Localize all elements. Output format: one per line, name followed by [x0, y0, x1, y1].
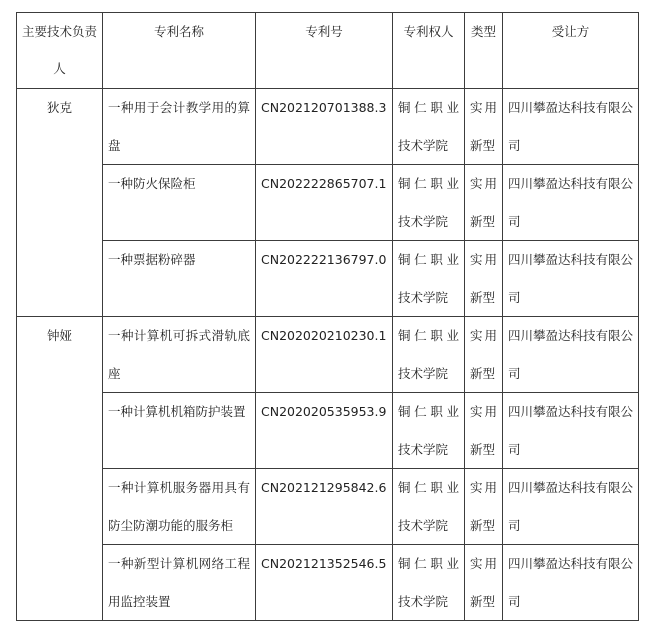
patent-owner-cell: 铜仁职业技术学院 — [393, 241, 465, 317]
header-name: 专利名称 — [103, 13, 256, 89]
table-row — [17, 469, 639, 545]
patent-type-cell: 实用新型 — [465, 89, 503, 165]
table-row — [17, 393, 639, 469]
table-row — [17, 317, 639, 393]
patent-number-cell: CN202222136797.0 — [256, 241, 393, 317]
table-row — [17, 545, 639, 621]
lead-cell: 狄克 — [17, 89, 103, 317]
patent-type-cell: 实用新型 — [465, 165, 503, 241]
patent-number-cell: CN202020210230.1 — [256, 317, 393, 393]
patent-name-cell: 一种防火保险柜 — [103, 165, 256, 241]
table-row — [17, 165, 639, 241]
patent-number-cell: CN202020535953.9 — [256, 393, 393, 469]
patent-number-cell: CN202121295842.6 — [256, 469, 393, 545]
patent-type-cell: 实用新型 — [465, 317, 503, 393]
assignee-cell: 四川攀盈达科技有限公司 — [503, 545, 639, 621]
assignee-cell: 四川攀盈达科技有限公司 — [503, 241, 639, 317]
assignee-cell: 四川攀盈达科技有限公司 — [503, 393, 639, 469]
header-lead: 主要技术负责人 — [17, 13, 103, 89]
patent-owner-cell: 铜仁职业技术学院 — [393, 89, 465, 165]
table-row — [17, 241, 639, 317]
assignee-cell: 四川攀盈达科技有限公司 — [503, 469, 639, 545]
header-number: 专利号 — [256, 13, 393, 89]
patent-name-cell: 一种新型计算机网络工程用监控装置 — [103, 545, 256, 621]
header-row — [17, 13, 639, 89]
header-owner: 专利权人 — [393, 13, 465, 89]
patent-owner-cell: 铜仁职业技术学院 — [393, 317, 465, 393]
patent-owner-cell: 铜仁职业技术学院 — [393, 165, 465, 241]
assignee-cell: 四川攀盈达科技有限公司 — [503, 165, 639, 241]
header-type: 类型 — [465, 13, 503, 89]
patent-name-cell: 一种计算机机箱防护装置 — [103, 393, 256, 469]
assignee-cell: 四川攀盈达科技有限公司 — [503, 317, 639, 393]
assignee-cell: 四川攀盈达科技有限公司 — [503, 89, 639, 165]
patent-table — [16, 12, 639, 621]
table-row — [17, 89, 639, 165]
patent-owner-cell: 铜仁职业技术学院 — [393, 393, 465, 469]
patent-type-cell: 实用新型 — [465, 241, 503, 317]
patent-type-cell: 实用新型 — [465, 469, 503, 545]
patent-number-cell: CN202121352546.5 — [256, 545, 393, 621]
patent-name-cell: 一种票据粉碎器 — [103, 241, 256, 317]
patent-owner-cell: 铜仁职业技术学院 — [393, 469, 465, 545]
patent-name-cell: 一种计算机可拆式滑轨底座 — [103, 317, 256, 393]
patent-name-cell: 一种计算机服务器用具有防尘防潮功能的服务柜 — [103, 469, 256, 545]
patent-type-cell: 实用新型 — [465, 545, 503, 621]
patent-number-cell: CN202120701388.3 — [256, 89, 393, 165]
lead-cell: 钟娅 — [17, 317, 103, 621]
patent-owner-cell: 铜仁职业技术学院 — [393, 545, 465, 621]
header-assignee: 受让方 — [503, 13, 639, 89]
patent-number-cell: CN202222865707.1 — [256, 165, 393, 241]
patent-name-cell: 一种用于会计教学用的算盘 — [103, 89, 256, 165]
patent-type-cell: 实用新型 — [465, 393, 503, 469]
